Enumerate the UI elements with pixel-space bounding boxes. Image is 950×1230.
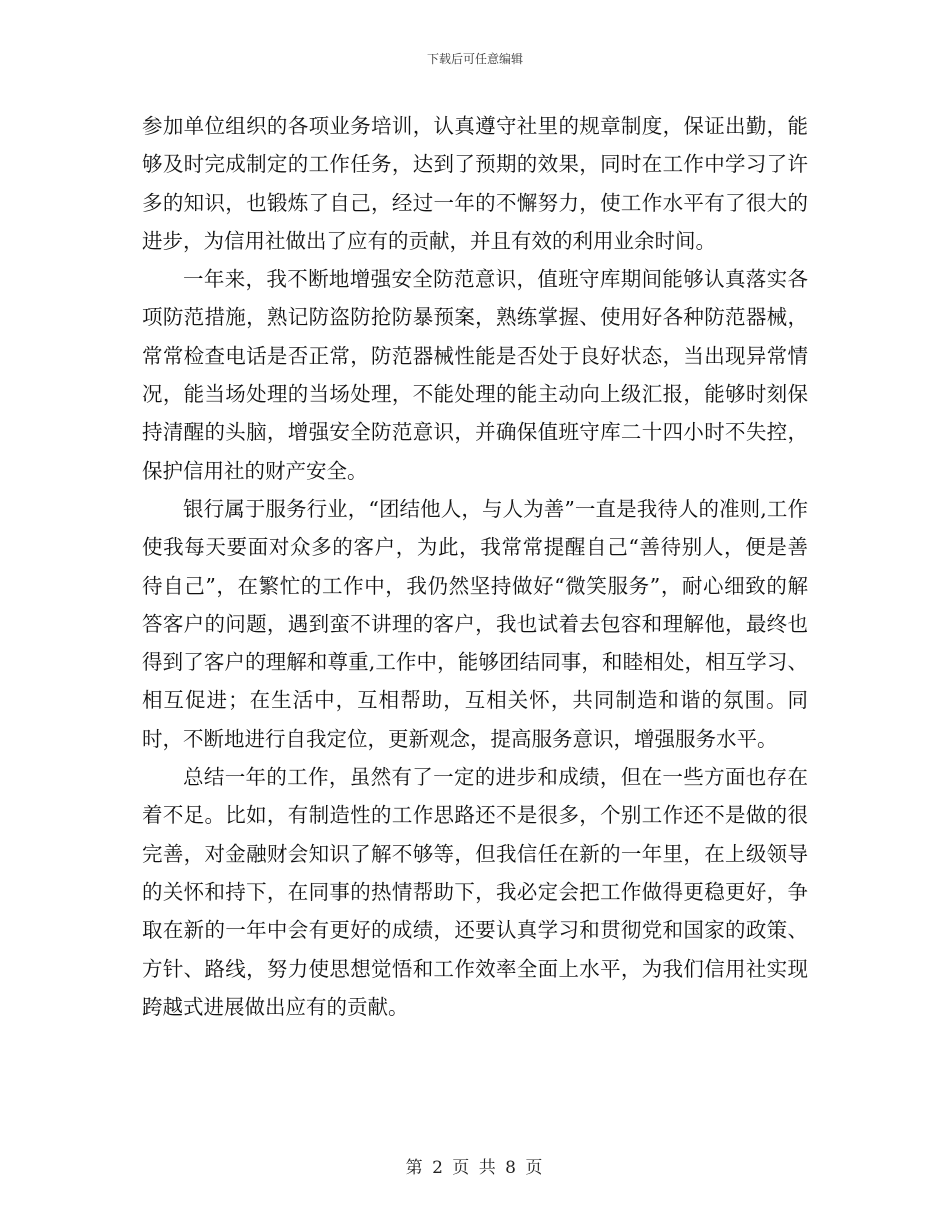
paragraph-4: 总结一年的工作，虽然有了一定的进步和成绩，但在一些方面也存在着不足。比如，有制造性的工作思路还不是很多，个别工作还不是做的很完善，对金融财会知识了解不够等，但我信任在新的一年里，在上级领导的关怀和持下，在同事的热情帮助下，我必定会把工作做得更稳更好，争取在新的一年中会有更好的成绩，还要认真学习和贯彻党和国家的政策、方针、路线，努力使思想觉悟和工作效率全面上水平，为我们信用社实现跨越式进展做出应有的贡献。 bbox=[142, 765, 808, 1019]
paragraph-3: 银行属于服务行业，“团结他人，与人为善”一直是我待人的准则,工作使我每天要面对众多的客户，为此，我常常提醒自己“善待别人，便是善待自己”，在繁忙的工作中，我仍然坚持做好“微笑服务”，耐心细致的解答客户的问题，遇到蛮不讲理的客户，我也试着去包容和理解他，最终也得到了客户的理解和尊重,工作中，能够团结同事，和睦相处，相互学习、相互促进；在生活中，互相帮助，互相关怀，共同制造和谐的氛围。同时，不断地进行自我定位，更新观念，提高服务意识，增强服务水平。 bbox=[142, 496, 808, 751]
document-body bbox=[142, 107, 808, 1026]
paragraph-2: 一年来，我不断地增强安全防范意识，值班守库期间能够认真落实各项防范措施，熟记防盗防抢防暴预案，熟练掌握、使用好各种防范器械，常常检查电话是否正常，防范器械性能是否处于良好状态，当出现异常情况，能当场处理的当场处理，不能处理的能主动向上级汇报，能够时刻保持清醒的头脑，增强安全防范意识，并确保值班守库二十四小时不失控，保护信用社的财产安全。 bbox=[142, 267, 808, 483]
page-footer: 第 2 页 共 8 页 bbox=[405, 1158, 545, 1178]
paragraph-1: 参加单位组织的各项业务培训，认真遵守社里的规章制度，保证出勤，能够及时完成制定的工作任务，达到了预期的效果，同时在工作中学习了许多的知识，也锻炼了自己，经过一年的不懈努力，使工作水平有了很大的进步，为信用社做出了应有的贡献，并且有效的利用业余时间。 bbox=[142, 114, 808, 253]
page-header: 下载后可任意编辑 bbox=[426, 52, 523, 66]
